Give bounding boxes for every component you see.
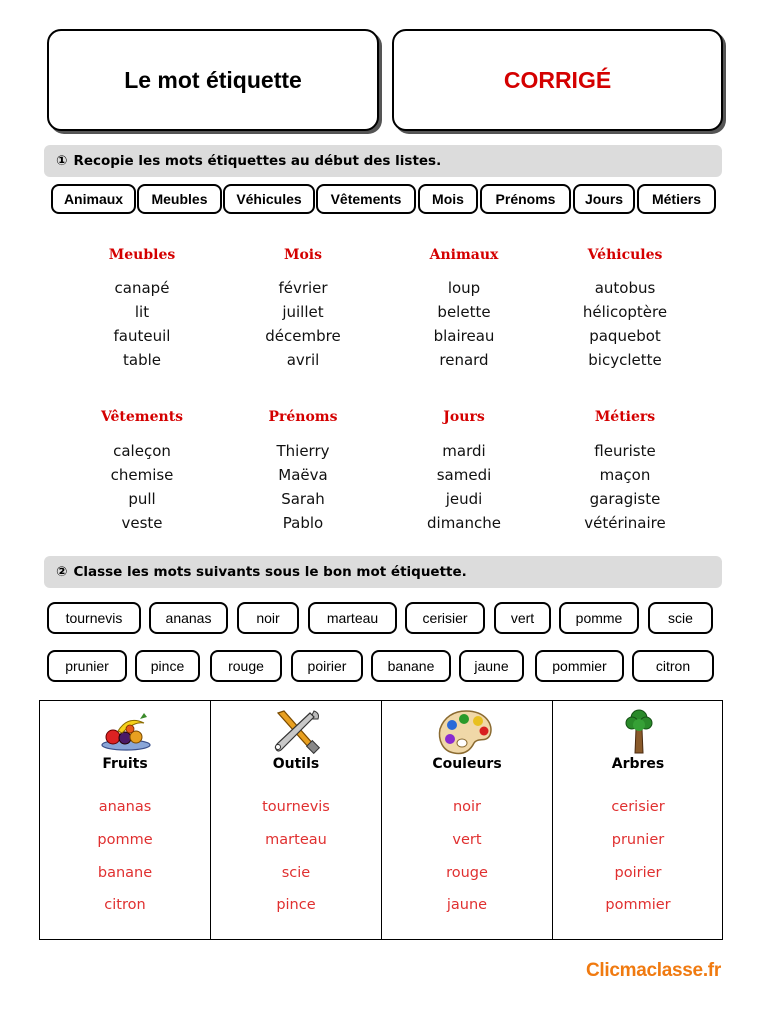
label-chip: Jours (573, 184, 635, 214)
group-word: belette (437, 303, 491, 321)
group-word: canapé (114, 279, 170, 297)
column-title-fruits: Fruits (102, 756, 148, 772)
exercise-number-2: ② (56, 564, 68, 580)
label-chip: Animaux (51, 184, 136, 214)
group-word: pull (128, 490, 156, 508)
group-word: maçon (599, 466, 651, 484)
corrige-label: CORRIGÉ (503, 66, 612, 93)
title-card (47, 29, 379, 131)
word-chip: tournevis (47, 602, 141, 634)
group-word: fauteuil (113, 327, 171, 345)
column-item: ananas (98, 799, 152, 815)
column-item: marteau (265, 832, 327, 848)
column-item: pomme (97, 832, 153, 848)
column-item: cerisier (611, 799, 665, 815)
column-item: poirier (614, 865, 662, 881)
column-title-outils: Outils (272, 756, 320, 772)
column-item: tournevis (262, 799, 330, 815)
group-word: Maëva (278, 466, 328, 484)
group-title: Véhicules (587, 247, 663, 263)
group-word: Thierry (276, 442, 330, 460)
group-word: paquebot (589, 327, 661, 345)
site-logo: Clicmaclasse.fr (586, 960, 721, 981)
column-item: jaune (446, 897, 488, 913)
instruction-1-text: Recopie les mots étiquettes au début des listes. (73, 153, 442, 169)
group-word: blaireau (433, 327, 495, 345)
group-word: juillet (282, 303, 324, 321)
column-item: prunier (611, 832, 665, 848)
group-word: bicyclette (588, 351, 662, 369)
word-chip: rouge (210, 650, 282, 682)
column-title-couleurs: Couleurs (432, 756, 502, 772)
word-chip: ananas (149, 602, 228, 634)
label-chip: Meubles (137, 184, 222, 214)
column-title-arbres: Arbres (611, 756, 665, 772)
group-word: caleçon (113, 442, 171, 460)
column-item: scie (281, 865, 311, 881)
word-chip: cerisier (405, 602, 485, 634)
word-chip: noir (237, 602, 299, 634)
group-word: autobus (594, 279, 656, 297)
group-word: mardi (442, 442, 486, 460)
group-word: Sarah (281, 490, 325, 508)
group-word: hélicoptère (582, 303, 668, 321)
group-word: fleuriste (594, 442, 656, 460)
word-chip: jaune (459, 650, 524, 682)
group-title: Animaux (429, 247, 499, 263)
instruction-2 (44, 556, 722, 588)
word-chip: pomme (559, 602, 639, 634)
instruction-2-text: Classe les mots suivants sous le bon mot étiquette. (73, 564, 467, 580)
word-chip: poirier (291, 650, 363, 682)
corrige-card (392, 29, 723, 131)
word-chip: pommier (535, 650, 624, 682)
word-chip: citron (632, 650, 714, 682)
group-title: Jours (443, 409, 485, 425)
column-item: vert (452, 832, 482, 848)
group-title: Vêtements (100, 409, 184, 425)
word-chip: prunier (47, 650, 127, 682)
group-word: table (123, 351, 161, 369)
group-word: février (278, 279, 328, 297)
label-chip: Prénoms (480, 184, 571, 214)
group-word: loup (447, 279, 481, 297)
column-item: banane (97, 865, 153, 881)
group-word: chemise (110, 466, 174, 484)
label-chip: Véhicules (223, 184, 315, 214)
column-item: pommier (605, 897, 671, 913)
group-word: dimanche (427, 514, 501, 532)
word-chip: scie (648, 602, 713, 634)
fruit-bowl-icon (98, 707, 154, 757)
column-item: noir (452, 799, 482, 815)
group-title: Prénoms (268, 409, 338, 425)
page-title: Le mot étiquette (124, 66, 302, 93)
group-word: renard (439, 351, 489, 369)
column-item: citron (104, 897, 146, 913)
word-chip: marteau (308, 602, 397, 634)
label-chip: Vêtements (316, 184, 416, 214)
palette-icon (436, 707, 496, 761)
group-word: garagiste (589, 490, 661, 508)
group-word: jeudi (445, 490, 483, 508)
group-word: vétérinaire (584, 514, 666, 532)
word-chip: banane (371, 650, 451, 682)
group-word: avril (286, 351, 320, 369)
group-word: veste (121, 514, 163, 532)
classification-table (39, 700, 723, 940)
group-word: samedi (436, 466, 492, 484)
tools-icon (270, 707, 324, 759)
word-chip: vert (494, 602, 551, 634)
group-word: décembre (265, 327, 341, 345)
group-word: lit (134, 303, 150, 321)
word-chip: pince (135, 650, 200, 682)
exercise-number-1: ① (56, 153, 68, 169)
group-word: Pablo (282, 514, 324, 532)
label-chip: Métiers (637, 184, 716, 214)
column-item: pince (276, 897, 316, 913)
tree-icon (624, 707, 654, 759)
label-chip: Mois (418, 184, 478, 214)
column-item: rouge (446, 865, 488, 881)
group-title: Métiers (594, 409, 656, 425)
group-title: Meubles (108, 247, 176, 263)
instruction-1 (44, 145, 722, 177)
group-title: Mois (283, 247, 323, 263)
